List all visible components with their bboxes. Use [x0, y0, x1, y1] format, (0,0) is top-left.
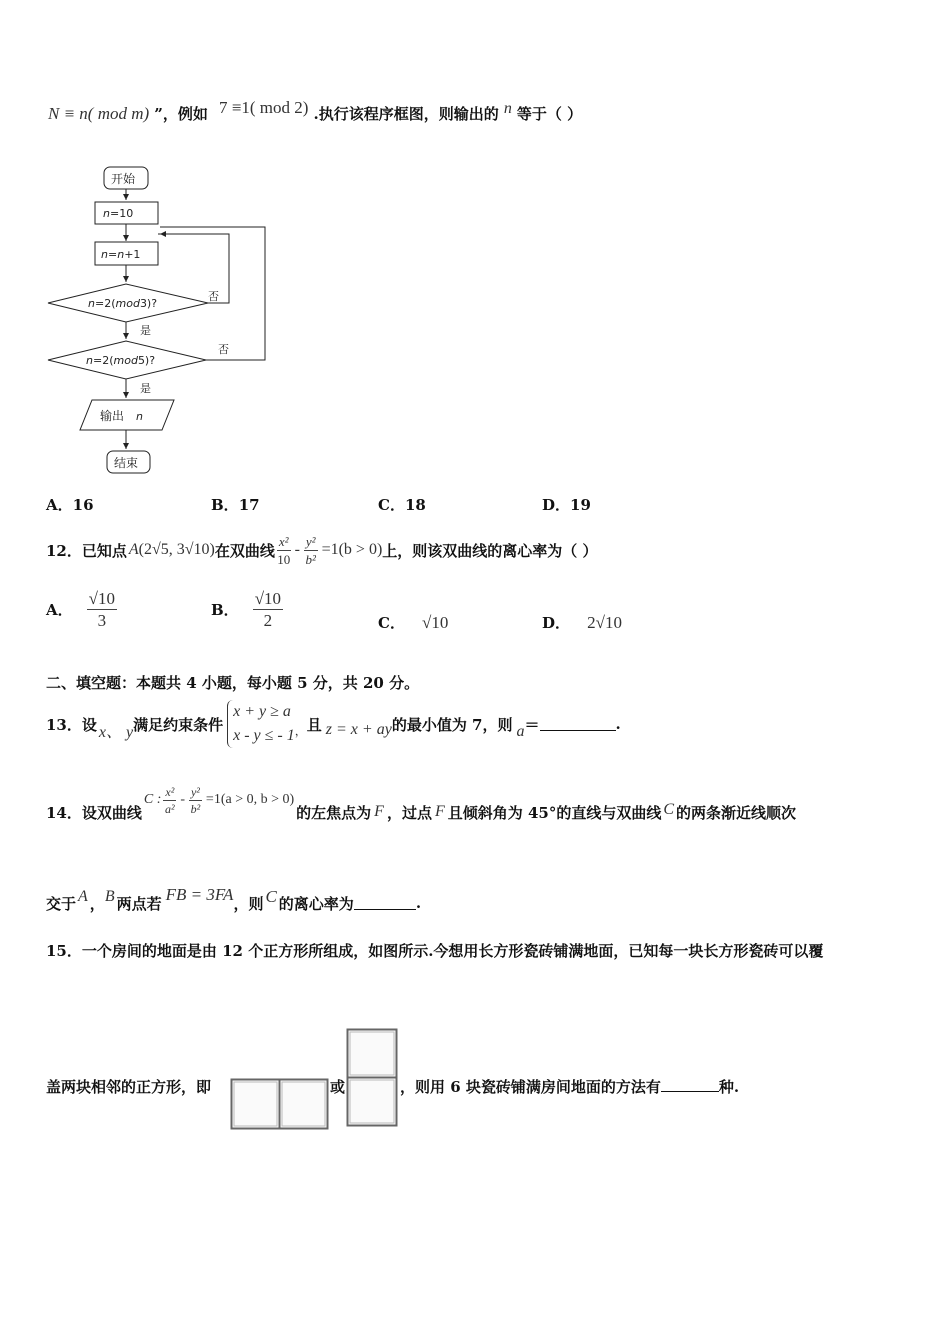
flow-cond2-b: 5)?: [137, 354, 156, 367]
q14-c2: C: [663, 801, 675, 818]
q13-and: 且: [306, 715, 322, 734]
q12-frac-y: $\frac{\text{y²}}{\text{b²}}$: [305, 533, 316, 567]
q11-quote-close: ”，例如: [154, 105, 208, 123]
flow-cond1-mod: mod: [115, 297, 140, 310]
q12-option-b: B． $\frac{√10}{2}$: [211, 589, 282, 630]
q14-line2-e: 的离心率为: [278, 894, 354, 913]
q15-horizontal-tile-figure: [230, 1078, 330, 1130]
flow-end-text: 结束: [114, 456, 139, 470]
q12-mid: 在双曲线: [214, 541, 275, 560]
q14-line2: [46, 882, 421, 916]
flow-start-text: 开始: [111, 172, 136, 186]
flow-inc-rest: +1: [124, 248, 141, 261]
flow-inc-eq: =: [107, 248, 118, 261]
q12-minus: -: [294, 541, 300, 558]
q14-line2-c: 两点若: [116, 894, 162, 913]
q11-header-line: [48, 100, 582, 128]
q11-option-b: B．17: [211, 496, 260, 514]
q11-option-d: D．19: [542, 496, 591, 514]
q14-equation: C : $\frac{\text{x²}}{\text{a²}}$ - $\frac{\text{y²}}{\text{b²}}$ =1(a > 0, b > 0): [143, 784, 295, 816]
q13-min-text: 的最小值为 7，则: [391, 715, 513, 734]
q11-text-after: .执行该程序框图，则输出的: [313, 105, 499, 123]
q15-line2-b: ，则用 6 块瓷砖铺满房间地面的方法有: [400, 1078, 661, 1096]
q12-tail: 上，则该双曲线的离心率为（ ）: [382, 541, 598, 560]
flow-no2: 否: [218, 343, 229, 356]
q14-line2-b: ，: [89, 894, 105, 913]
q11-def-math: N ≡ n( mod m): [48, 104, 150, 123]
flow-no1: 否: [208, 290, 219, 303]
q15-or: 或: [330, 1078, 346, 1096]
flow-inc-n1: n: [101, 248, 108, 261]
flow-output-text: [100, 408, 143, 423]
q14-c3: C: [265, 887, 277, 906]
q14-point-a: A: [78, 888, 88, 905]
q13-z-expr: z = x + ay: [325, 721, 392, 738]
q13-ineq2: x - y ≤ - 1: [233, 727, 295, 744]
q12-line: [46, 528, 598, 572]
q14-line1: [46, 780, 796, 832]
q12-frac-x: $\frac{\text{x²}}{10}$: [277, 533, 291, 567]
q13-line: [46, 696, 621, 752]
flow-cond2-mod: mod: [113, 354, 138, 367]
q13-system: [227, 700, 295, 748]
q14-number: 14．设双曲线: [46, 803, 142, 822]
q14-answer-blank[interactable]: [354, 908, 416, 910]
flow-output-box: [80, 400, 174, 430]
q11-tail: 等于（ ）: [516, 105, 583, 123]
q13-mid: 满足约束条件: [133, 715, 224, 734]
q14-line2-a: 交于: [46, 894, 77, 913]
section2-title: 二、填空题：本题共 4 小题，每小题 5 分，共 20 分。: [46, 674, 420, 692]
q13-eq: ＝: [524, 715, 540, 734]
flow-cond1-a: =2(: [94, 297, 116, 310]
flow-cond2-a: =2(: [92, 354, 114, 367]
flow-cond2-n: n: [86, 354, 93, 367]
q13-comma: ，: [294, 723, 307, 738]
q14-line2-d: ，则: [233, 894, 264, 913]
q14-text2: ，过点: [386, 803, 432, 822]
q11-option-a: A．16: [46, 496, 94, 514]
flow-inc-text: [101, 248, 140, 261]
q12-point-a: A: [128, 541, 139, 558]
flow-inc-n2: n: [117, 248, 125, 261]
q14-text4: 的两条渐近线顺次: [676, 803, 797, 822]
q14-end: .: [415, 894, 422, 912]
q14-text1: 的左焦点为: [296, 803, 372, 822]
flow-output-var: n: [136, 410, 143, 423]
q11-flowchart: [40, 158, 280, 488]
flow-yes2: 是: [140, 382, 151, 395]
q15-line2-a: 盖两块相邻的正方形，即: [46, 1078, 212, 1096]
q15-vertical-tile-figure: [346, 1028, 398, 1128]
q14-text3: 且倾斜角为 45°的直线与双曲线: [447, 803, 662, 822]
q12-option-a: A． $\frac{√10}{3}$: [46, 589, 115, 630]
q12-option-d: D． 2√10: [542, 613, 622, 632]
flow-yes1: 是: [140, 324, 151, 337]
q14-eq: FB = 3FA: [165, 885, 234, 904]
flow-init-text: [103, 207, 133, 220]
q14-point-b: B: [104, 888, 115, 905]
q12-number: 12．已知点: [46, 541, 127, 560]
q13-answer-blank[interactable]: [540, 729, 616, 731]
q13-number: 13．设: [46, 715, 97, 734]
q11-n-var: n: [503, 100, 512, 117]
flow-cond1-text: [88, 297, 157, 310]
q13-a-var: a: [516, 723, 525, 740]
q15-line1: 15．一个房间的地面是由 12 个正方形所组成，如图所示.今想用长方形瓷砖铺满地面，已知每一块长方形瓷砖可以覆: [46, 942, 824, 960]
q15-line2-rest: [400, 1076, 739, 1097]
q13-end: .: [615, 715, 621, 733]
q12-option-c: C． √10: [378, 613, 449, 632]
q15-answer-blank[interactable]: [661, 1077, 719, 1092]
q11-option-c: C．18: [378, 496, 426, 514]
q13-ineq1: x + y ≥ a: [233, 703, 291, 720]
q12-eq-cond: =1(b > 0): [321, 541, 383, 558]
q15-end: 种.: [718, 1078, 740, 1096]
q14-f1: F: [374, 803, 384, 820]
q14-f2: F: [434, 803, 445, 820]
q13-vars: x、 y: [98, 723, 134, 741]
flow-cond1-n: n: [88, 297, 95, 310]
flow-output-label: 输出: [100, 409, 125, 423]
flow-cond2-text: [86, 354, 155, 367]
q11-example-math: 7 ≡1( mod 2): [219, 98, 309, 117]
flow-init-n: n: [103, 207, 110, 220]
flow-cond1-b: 3)?: [139, 297, 158, 310]
q12-point-coords: (2√5, 3√10): [138, 541, 215, 558]
flow-init-rest: =10: [109, 207, 134, 220]
